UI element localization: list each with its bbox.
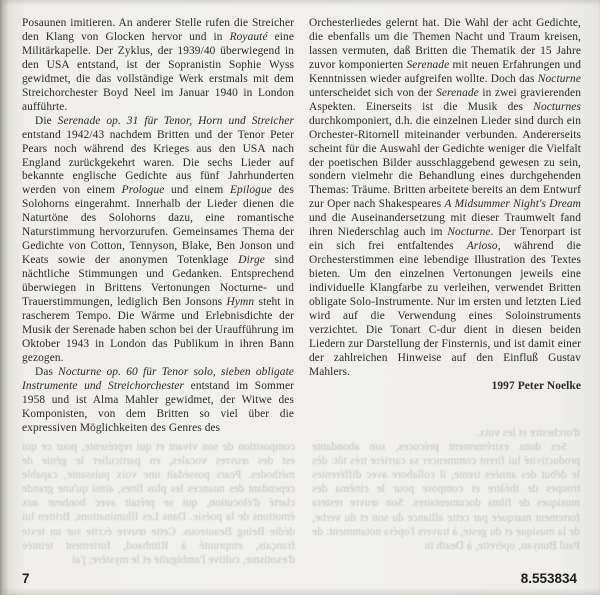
paragraph: Die Serenade op. 31 für Tenor, Horn und Streicher entstand 1942/43 nachdem Britten und der Tenor Peter Pears noch während des Krieges aus den USA nach England zurückgekehrt waren. Die sechs Lieder auf bekannte englische Gedichte aus fünf Jahrhunderten werden von einem Prologue und einem Epilogue des Solohorns eingerahmt. Innerhalb der Lieder dienen die Naturtöne des Solohorns dazu, eine romantische Naturstimmung hervorzurufen. Gemeinsames Thema der Gedichte von Cotton, Tennyson, Blake, Ben Jonson und Keats sowie der anonymen Totenklage Dirge sind nächtliche Stimmungen und Gedanken. Entsprechend überwiegen in Brittens Vertonungen Nocturne- und Trauerstimmungen, lediglich Ben Jonsons Hymn steht in rascherem Tempo. Die Wärme und Erlebnisdichte der Musik der Serenade haben schon bei der Uraufführung im Oktober 1943 in London das Publikum in ihren Bann gezogen. <box>22 114 294 364</box>
paragraph: Das Nocturne op. 60 für Tenor solo, sieben obligate Instrumente und Streichorchester entstand im Sommer 1958 und ist Alma Mahler gewidmet, der Witwe des Komponisten, von dem Britten so viel über die expressiven Möglichkeiten des Genres des <box>22 365 294 434</box>
page-number: 7 <box>22 571 30 586</box>
text-columns <box>22 17 580 436</box>
author-credit: 1997 Peter Noelke <box>491 379 581 392</box>
showthrough-paragraph: composition de son vivant et qui représente, pour ce qui est des œuvres vocales, en particulier le génie de méthodes. Pears possédait une voix puissante, capable cependant des nuances les plus fines, ainsi qu'une grande clarté d'élocution, qui se prêtait avec bonheur aux émotions de la poésie. Dans Les Illuminations, Britten lui dédie Being Beauteous. Cette œuvre écrite sur un texte français, emprunté à Rimbaud, fortement teintée d'exotisme, cultive l'ambiguïté et le mystère; j'ai <box>22 441 295 566</box>
catalog-number: 8.553834 <box>520 571 577 586</box>
showthrough-text-left <box>22 440 295 567</box>
paragraph: Posaunen imitieren. An anderer Stelle rufen die Streicher den Klang von Glocken hervor und in Royauté eine Militärkapelle. Der Zyklus, der 1939/40 überwiegend in den USA entstand, ist der Sopranistin Sophie Wyss gewidmet, die das vollständige Werk erstmals mit dem Streichorchester Boyd Neel im Januar 1940 in London aufführte. <box>22 17 294 113</box>
left-column <box>22 17 294 436</box>
paragraph: Orchesterliedes gelernt hat. Die Wahl der acht Gedichte, die ebenfalls um die Themen Nacht und Traum kreisen, lassen vermuten, daß Britten die Thematik der 15 Jahre zuvor komponierten Serenade mit neuen Erfahrungen und Kenntnissen wieder aufgreifen wollte. Doch das Nocturne unterscheidet sich von der Serenade in zwei gravierenden Aspekten. Einerseits ist die Musik des Nocturnes durchkomponiert, d.h. die einzelnen Lieder sind durch ein Orchester-Ritornell miteinander verbunden. Andererseits scheint für die Auswahl der Gedichte weniger die Vielfalt der poetischen Bilder ausschlaggebend gewesen zu sein, sondern vielmehr die Behandlung eines durchgehenden Themas: Träume. Britten arbeitete bereits an dem Entwurf zur Oper nach Shakespeares A Midsummer Night's Dream und die Auseinandersetzung mit dieser Traumwelt fand ihren Niederschlag auch im Nocturne. Der Tenorpart ist ein sich frei entfaltendes Arioso, während die Orchesterstimmen eine lebendige Illustration des Textes bieten. Um den einzelnen Vertonungen jeweils eine individuelle Klangfarbe zu verleihen, verwendet Britten obligate Solo-Instrumente. Nur im ersten und letzten Lied wird auf die Verwendung eines Soloinstruments verzichtet. Die Tonart C-dur dient in diesen beiden Liedern zur Darstellung der Finsternis, und ist damit einer der zahlreichen Hinweise auf den Einfluß Gustav Mahlers. <box>309 17 582 378</box>
showthrough-line: d'orchestre et les voix. <box>476 427 580 439</box>
right-column <box>309 17 581 436</box>
showthrough-text-right <box>312 426 580 553</box>
showthrough-paragraph: Ses dons extrêmement précoces, son abondante productivité lui firent commencer sa carrière très tôt: dès le début des années trente, il collabore avec différentes troupes de théâtre et compose pour le cinéma des musiques de films documentaires. Son œuvre restera fortement marquée par cette alliance du son et du verbe, de la musique et du geste, à travers l'opéra notamment: de Paul Bunyan, opérette, à Death in <box>312 441 580 552</box>
